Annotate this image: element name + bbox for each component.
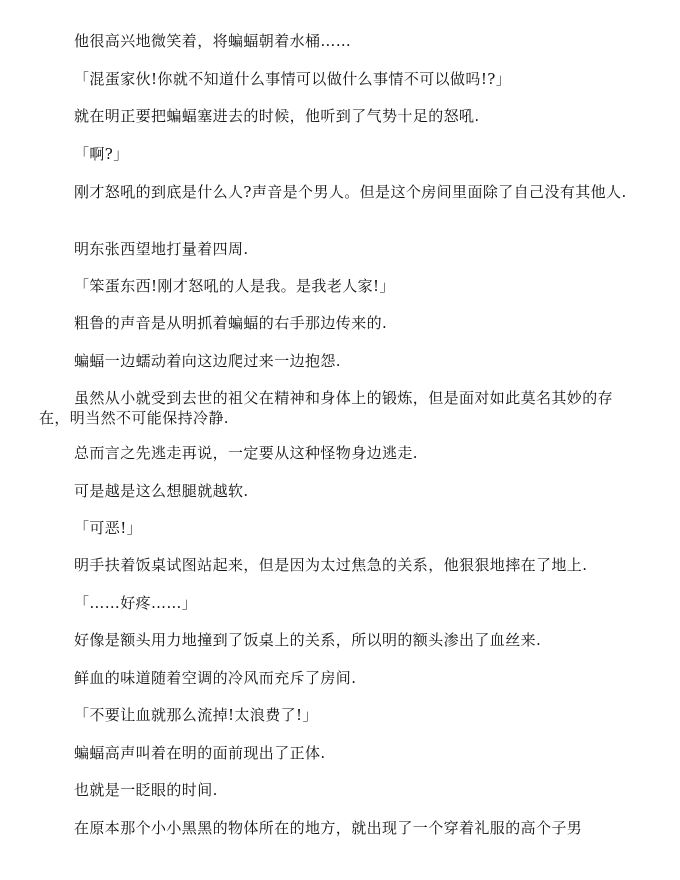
paragraph: 刚才怒吼的到底是什么人?声音是个男人。但是这个房间里面除了自己没有其他人. xyxy=(74,183,627,201)
paragraph: 就在明正要把蝙蝠塞进去的时候，他听到了气势十足的怒吼. xyxy=(74,107,480,125)
paragraph: 他很高兴地微笑着，将蝙蝠朝着水桶…… xyxy=(74,32,352,50)
paragraph: 「不要让血就那么流掉!太浪费了!」 xyxy=(74,706,318,724)
paragraph: 在原本那个小小黑黑的物体所在的地方，就出现了一个穿着礼服的高个子男 xyxy=(74,819,583,837)
paragraph: 粗鲁的声音是从明抓着蝙蝠的右手那边传来的. xyxy=(74,314,388,332)
paragraph: 可是越是这么想腿就越软. xyxy=(74,482,249,500)
paragraph: 蝙蝠高声叫着在明的面前现出了正体. xyxy=(74,744,326,762)
paragraph: 总而言之先逃走再说，一定要从这种怪物身边逃走. xyxy=(74,444,418,462)
paragraph: 「可恶!」 xyxy=(74,519,143,537)
paragraph: 蝙蝠一边蠕动着向这边爬过来一边抱怨. xyxy=(74,352,341,370)
paragraph: 鲜血的味道随着空调的冷风而充斥了房间. xyxy=(74,669,357,687)
paragraph: 「啊?」 xyxy=(74,145,129,163)
paragraph: 好像是额头用力地撞到了饭桌上的关系，所以明的额头渗出了血丝来. xyxy=(74,631,542,649)
paragraph: 明手扶着饭桌试图站起来，但是因为太过焦急的关系，他狠狠地摔在了地上. xyxy=(74,556,588,574)
paragraph: 「……好疼……」 xyxy=(74,594,198,612)
paragraph: 明东张西望地打量着四周. xyxy=(74,240,249,258)
paragraph: 「笨蛋东西!刚才怒吼的人是我。是我老人家!」 xyxy=(74,277,395,295)
paragraph: 也就是一眨眼的时间. xyxy=(74,781,218,799)
paragraph: 「混蛋家伙!你就不知道什么事情可以做什么事情不可以做吗!?」 xyxy=(74,70,512,88)
paragraph: 虽然从小就受到去世的祖父在精神和身体上的锻炼，但是面对如此莫名其妙的存在，明当然不可能保持冷静. xyxy=(39,389,614,427)
